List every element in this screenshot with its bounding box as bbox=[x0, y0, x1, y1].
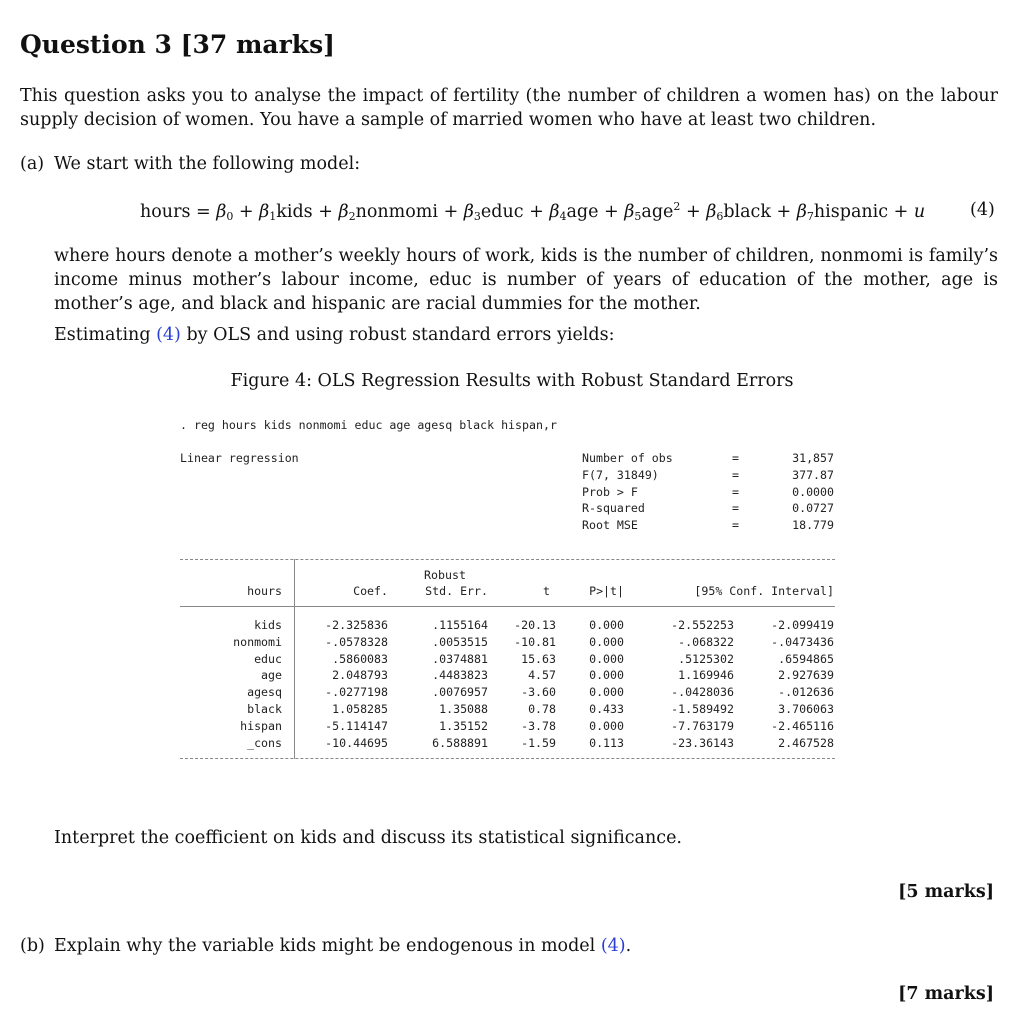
header-stderr: Std. Err. bbox=[425, 584, 488, 598]
row-variable: nonmomi bbox=[233, 634, 282, 649]
row-stderr: .4483823 bbox=[432, 668, 488, 683]
table-bottom-rule bbox=[180, 758, 835, 759]
estimating-prefix: Estimating bbox=[54, 325, 151, 345]
stat-value: 18.779 bbox=[792, 518, 834, 533]
row-variable: _cons bbox=[247, 735, 282, 750]
row-coef: -5.114147 bbox=[325, 718, 388, 733]
stat-value: 377.87 bbox=[792, 467, 834, 482]
part-a-heading bbox=[20, 154, 360, 174]
row-t: 15.63 bbox=[521, 651, 556, 666]
row-coef: -.0277198 bbox=[325, 685, 388, 700]
row-t: 4.57 bbox=[528, 668, 556, 683]
row-ci-high: .6594865 bbox=[778, 651, 834, 666]
row-ci-high: 3.706063 bbox=[778, 702, 834, 716]
stat-eq: = bbox=[732, 451, 739, 465]
part-b-text: Explain why the variable kids might be endogenous in model bbox=[54, 936, 596, 956]
row-coef: 1.058285 bbox=[332, 702, 388, 716]
stat-name: Root MSE bbox=[582, 518, 638, 533]
row-coef: -10.44695 bbox=[325, 735, 388, 750]
stat-name: Prob > F bbox=[582, 484, 638, 499]
stata-model-title: Linear regression bbox=[180, 451, 299, 465]
table-separator bbox=[294, 559, 295, 759]
part-b-label: (b) bbox=[20, 936, 45, 956]
stat-name: R-squared bbox=[582, 501, 645, 516]
eq-term: black bbox=[723, 202, 771, 222]
stata-command: . reg hours kids nonmomi educ age agesq black hispan,r bbox=[180, 418, 557, 432]
equation-number: (4) bbox=[970, 200, 995, 220]
row-ci-high: -2.465116 bbox=[771, 718, 834, 733]
row-coef: -.0578328 bbox=[325, 634, 388, 649]
equation-ref-link[interactable]: (4) bbox=[156, 325, 181, 345]
figure-caption: Figure 4: OLS Regression Results with Robust Standard Errors bbox=[230, 371, 794, 391]
part-a-text: We start with the following model: bbox=[54, 154, 361, 174]
row-ci-low: -2.552253 bbox=[671, 618, 734, 632]
row-variable: hispan bbox=[240, 718, 282, 733]
row-stderr: .0374881 bbox=[432, 651, 488, 666]
row-p: 0.000 bbox=[589, 668, 624, 683]
question-intro: This question asks you to analyse the impact of fertility (the number of children a women has) on the labour supply decision of women. You have a sample of married women who have at least two children. bbox=[20, 86, 998, 130]
part-b-suffix: . bbox=[625, 936, 632, 956]
row-ci-high: 2.927639 bbox=[778, 668, 834, 683]
row-stderr: .1155164 bbox=[432, 618, 488, 632]
estimating-suffix: by OLS and using robust standard errors yields: bbox=[186, 325, 615, 345]
eq-term: age bbox=[566, 202, 599, 222]
question-title: Question 3 [37 marks] bbox=[20, 30, 336, 59]
row-variable: kids bbox=[254, 618, 282, 632]
header-robust: Robust bbox=[424, 568, 466, 582]
row-ci-high: -.0473436 bbox=[771, 634, 834, 649]
row-ci-high: 2.467528 bbox=[778, 735, 834, 750]
eq-term: nonmomi bbox=[355, 202, 438, 222]
eq-error: u bbox=[913, 202, 926, 222]
header-p: P>|t| bbox=[589, 584, 624, 598]
row-ci-low: -.068322 bbox=[678, 634, 734, 649]
row-ci-low: -.0428036 bbox=[671, 685, 734, 700]
part-b-heading bbox=[20, 936, 631, 956]
row-p: 0.433 bbox=[589, 702, 624, 716]
model-equation: hours = $\beta_0$ + $\beta_1kids$ + $\beta_2nonmomi$ + $\beta_3educ + \beta_4age + \beta_5age^2$ + $\beta_6black$ + $\beta_7hispanic + u$ bbox=[140, 200, 926, 223]
row-coef: .5860083 bbox=[332, 651, 388, 666]
row-variable: agesq bbox=[247, 685, 282, 700]
row-stderr: 1.35088 bbox=[439, 702, 488, 716]
eq-lhs: hours bbox=[140, 202, 191, 222]
row-stderr: 6.588891 bbox=[432, 735, 488, 750]
part-a-label: (a) bbox=[20, 154, 45, 174]
row-ci-low: 1.169946 bbox=[678, 668, 734, 683]
stat-name: F(7, 31849) bbox=[582, 467, 659, 482]
row-t: -10.81 bbox=[514, 634, 556, 649]
table-top-rule bbox=[180, 559, 835, 560]
estimating-line bbox=[54, 325, 614, 345]
row-p: 0.113 bbox=[589, 735, 624, 750]
row-ci-low: -1.589492 bbox=[671, 702, 734, 716]
stat-value: 0.0000 bbox=[792, 484, 834, 499]
stat-value: 0.0727 bbox=[792, 501, 834, 516]
row-coef: 2.048793 bbox=[332, 668, 388, 683]
header-t: t bbox=[543, 584, 550, 598]
eq-term: hispanic bbox=[813, 202, 889, 222]
row-t: -3.78 bbox=[521, 718, 556, 733]
row-variable: educ bbox=[254, 651, 282, 666]
equation-ref-link[interactable]: (4) bbox=[600, 936, 626, 956]
row-ci-low: -23.36143 bbox=[671, 735, 734, 750]
row-variable: age bbox=[261, 668, 282, 683]
stat-eq: = bbox=[732, 518, 739, 533]
row-ci-low: -7.763179 bbox=[671, 718, 734, 733]
stat-name: Number of obs bbox=[582, 451, 673, 465]
part-b-marks: [7 marks] bbox=[898, 984, 994, 1004]
part-a-prompt: Interpret the coefficient on kids and discuss its statistical significance. bbox=[54, 828, 682, 848]
stat-value: 31,857 bbox=[792, 451, 834, 465]
row-t: 0.78 bbox=[528, 702, 556, 716]
row-variable: black bbox=[247, 702, 282, 716]
eq-term: educ bbox=[480, 202, 524, 222]
row-ci-low: .5125302 bbox=[678, 651, 734, 666]
stat-eq: = bbox=[732, 467, 739, 482]
row-t: -3.60 bbox=[521, 685, 556, 700]
row-ci-high: -.012636 bbox=[778, 685, 834, 700]
stat-eq: = bbox=[732, 501, 739, 516]
header-depvar: hours bbox=[247, 584, 282, 598]
table-header-rule bbox=[180, 606, 835, 607]
row-p: 0.000 bbox=[589, 718, 624, 733]
eq-term: age bbox=[641, 202, 674, 222]
row-ci-high: -2.099419 bbox=[771, 618, 834, 632]
row-coef: -2.325836 bbox=[325, 618, 388, 632]
header-coef: Coef. bbox=[353, 584, 388, 598]
row-p: 0.000 bbox=[589, 618, 624, 632]
row-stderr: .0053515 bbox=[432, 634, 488, 649]
row-t: -1.59 bbox=[521, 735, 556, 750]
header-ci: [95% Conf. Interval] bbox=[694, 584, 834, 598]
part-a-marks: [5 marks] bbox=[898, 882, 994, 902]
row-p: 0.000 bbox=[589, 634, 624, 649]
eq-term: kids bbox=[276, 202, 313, 222]
variable-definitions: where hours denote a mother’s weekly hours of work, kids is the number of children, nonmomi is family’s income minus mother’s labour income, educ is number of years of education of the mother, age is mother’s age, and black and hispanic are racial dummies for the mother. bbox=[54, 246, 998, 314]
row-stderr: 1.35152 bbox=[439, 718, 488, 733]
row-p: 0.000 bbox=[589, 685, 624, 700]
stat-eq: = bbox=[732, 484, 739, 499]
row-stderr: .0076957 bbox=[432, 685, 488, 700]
row-p: 0.000 bbox=[589, 651, 624, 666]
row-t: -20.13 bbox=[514, 618, 556, 632]
